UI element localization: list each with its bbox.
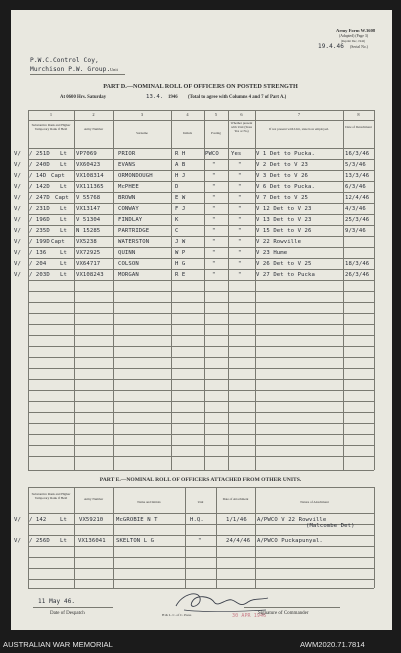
row-posting: " xyxy=(212,228,216,234)
unit-label: Unit xyxy=(110,67,118,72)
col-num-4: 4 xyxy=(186,112,189,117)
row-initials: J W xyxy=(175,239,186,245)
row-employment: V 6 Det to Pucka. xyxy=(256,184,315,190)
row-tick: V/ xyxy=(14,217,21,223)
row-date: 1/1/46 xyxy=(226,517,247,523)
e-col-header-rank: Substantive Rank and Higher Temporary Rank if Held xyxy=(31,492,71,500)
row-name: SKELTON L G xyxy=(116,538,155,544)
row-army-number: V 55768 xyxy=(76,195,101,201)
row-employment: V 15 Det to V 26 xyxy=(256,228,312,234)
row-army-number: VX108314 xyxy=(76,173,104,179)
row-employment: V 1 Det to Pucka. xyxy=(256,151,315,157)
row-initials: A B xyxy=(175,162,186,168)
form-reprint: (Reprint Dec, 1942) xyxy=(341,39,366,43)
row-employment: V 7 Det to V 25 xyxy=(256,195,309,201)
row-rank-title: Capt xyxy=(51,173,65,179)
col-num-6: 6 xyxy=(240,112,243,117)
col-header-army-number: Army Number xyxy=(83,127,104,131)
col-header-initials: Initials xyxy=(182,131,193,135)
row-army-number: V 51304 xyxy=(76,217,101,223)
e-col-header-nature: Nature of Attachment xyxy=(300,500,329,504)
signature-label: Signature of Commander xyxy=(258,611,309,616)
row-present: " xyxy=(238,217,242,223)
row-date: 16/3/46 xyxy=(345,151,370,157)
row-posting: " xyxy=(212,195,216,201)
row-present: " xyxy=(238,206,242,212)
row-initials: R H xyxy=(175,151,186,157)
row-date: 24/4/46 xyxy=(226,538,251,544)
row-initials: H G xyxy=(175,261,186,267)
row-surname: PRIOR xyxy=(118,151,136,157)
col-num-1: 1 xyxy=(49,112,53,117)
row-rank-title: Lt xyxy=(60,517,67,523)
row-tick: V/ xyxy=(14,162,21,168)
row-army-number: VX72925 xyxy=(76,250,101,256)
row-present: " xyxy=(238,184,242,190)
row-rank-title: Lt xyxy=(60,538,67,544)
row-rank-title: Lt xyxy=(60,228,67,234)
row-army-number: VX111365 xyxy=(76,184,104,190)
row-surname: QUINN xyxy=(118,250,136,256)
row-rank: / 240D xyxy=(29,162,50,168)
e-col-header-unit: Unit xyxy=(197,500,204,504)
row-tick: V/ xyxy=(14,239,21,245)
printer-imprint: H & L. C. of C. Press xyxy=(162,613,192,617)
row-employment: V 3 Det to V 26 xyxy=(256,173,309,179)
row-present: " xyxy=(238,162,242,168)
row-present: " xyxy=(238,261,242,267)
row-present: " xyxy=(238,228,242,234)
col-num-8: 8 xyxy=(357,112,360,117)
row-nature-note: (Malcombe Det) xyxy=(306,523,355,529)
row-present: Yes xyxy=(231,151,242,157)
row-rank-title: Lt xyxy=(60,272,67,278)
row-rank: / 136 xyxy=(29,250,47,256)
row-rank: / 142D xyxy=(29,184,50,190)
col-num-7: 7 xyxy=(297,112,301,117)
despatch-date: 11 May 46. xyxy=(38,598,76,605)
row-army-number: N 15285 xyxy=(76,228,101,234)
row-posting: " xyxy=(212,261,216,267)
row-rank: / 251D xyxy=(29,151,50,157)
part-d-title: PART D.—NOMINAL ROLL OF OFFICERS ON POSTED STRENGTH xyxy=(103,83,298,90)
row-date: 5/3/46 xyxy=(345,162,366,168)
row-rank-title: Lt xyxy=(60,162,67,168)
col-num-2: 2 xyxy=(92,112,95,117)
row-army-number: VX5238 xyxy=(76,239,97,245)
row-initials: K xyxy=(175,217,179,223)
unit-line-2: Murchison P.W. Group. xyxy=(30,66,111,73)
form-id: Army Form W.3608 xyxy=(336,28,376,33)
row-rank: / 235D xyxy=(29,228,50,234)
row-date: 4/3/46 xyxy=(345,206,366,212)
row-employment: V 23 Hume xyxy=(256,250,288,256)
row-rank-title: Lt xyxy=(60,261,67,267)
row-posting: PWCO xyxy=(205,151,219,157)
row-date: 12/4/46 xyxy=(345,195,370,201)
row-tick: V/ xyxy=(14,517,21,523)
caption-source: AUSTRALIAN WAR MEMORIAL xyxy=(3,640,113,649)
row-rank-title: Capt xyxy=(55,195,69,201)
part-e-title: PART E.—NOMINAL ROLL OF OFFICERS ATTACHED FROM OTHER UNITS. xyxy=(99,477,302,483)
document-page xyxy=(11,10,392,630)
col-header-surname: Surname xyxy=(136,131,148,135)
col-header-posting: Posting xyxy=(211,131,221,135)
row-surname: WATERSTON xyxy=(118,239,150,245)
row-rank: / 199D xyxy=(29,239,50,245)
col-num-5: 5 xyxy=(214,112,218,117)
row-surname: EVANS xyxy=(118,162,136,168)
row-tick: V/ xyxy=(14,228,21,234)
row-tick: V/ xyxy=(14,250,21,256)
row-unit: H.Q. xyxy=(190,517,204,523)
serial-label: (Serial No.) xyxy=(350,45,368,49)
row-initials: F J xyxy=(175,206,186,212)
row-date: 25/3/46 xyxy=(345,217,370,223)
row-posting: " xyxy=(212,239,216,245)
row-present: " xyxy=(238,195,242,201)
row-employment: V 26 Det to V 25 xyxy=(256,261,312,267)
row-army-number: VP7069 xyxy=(76,151,97,157)
row-rank: / 204 xyxy=(29,261,47,267)
row-rank: / 231D xyxy=(29,206,50,212)
caption-accession-number: AWM2020.71.7814 xyxy=(300,640,365,649)
row-employment: V 22 Rowville xyxy=(256,239,302,245)
row-posting: " xyxy=(212,206,216,212)
row-posting: " xyxy=(212,272,216,278)
row-posting: " xyxy=(212,162,216,168)
row-rank: / 142 xyxy=(29,517,47,523)
col-num-3: 3 xyxy=(140,112,144,117)
row-rank-title: Lt xyxy=(60,250,67,256)
col-header-rank: Substantive Rank and Higher Temporary Rank if Held xyxy=(31,123,71,131)
row-posting: " xyxy=(212,250,216,256)
row-tick: V/ xyxy=(14,195,21,201)
row-rank-title: Lt xyxy=(60,151,67,157)
row-tick: V/ xyxy=(14,151,21,157)
row-initials: R E xyxy=(175,272,186,278)
row-present: " xyxy=(238,250,242,256)
e-col-header-name: Name and Initials xyxy=(137,500,161,504)
form-adapted: (Adapted) (Page 3) xyxy=(339,34,369,38)
row-army-number: VX13147 xyxy=(76,206,101,212)
row-army-number: VX108243 xyxy=(76,272,104,278)
row-tick: V/ xyxy=(14,206,21,212)
row-present: " xyxy=(238,239,242,245)
row-posting: " xyxy=(212,173,216,179)
row-surname: MORGAN xyxy=(118,272,139,278)
row-rank-title: Lt xyxy=(60,206,67,212)
row-tick: V/ xyxy=(14,272,21,278)
row-army-number: VX59210 xyxy=(79,517,104,523)
e-col-header-army-number: Army Number xyxy=(83,497,104,501)
caption-bar xyxy=(0,634,401,653)
part-d-at-note: (Total to agree with Columns 4 and 7 of Part A.) xyxy=(188,95,287,100)
row-tick: V/ xyxy=(14,261,21,267)
row-surname: COLSON xyxy=(118,261,139,267)
part-d-at-time: At 0600 Hrs. Saturday xyxy=(60,95,107,100)
row-rank: / 247D xyxy=(29,195,50,201)
row-rank: / 203D xyxy=(29,272,50,278)
row-employment: V 2 Det to V 23 xyxy=(256,162,309,168)
row-army-number: VX64717 xyxy=(76,261,101,267)
row-posting: " xyxy=(212,184,216,190)
row-present: " xyxy=(238,272,242,278)
row-army-number: VX136041 xyxy=(78,538,106,544)
e-col-header-date: Date of Attachment xyxy=(222,497,249,501)
row-rank-title: Lt xyxy=(60,184,67,190)
row-present: " xyxy=(238,173,242,179)
row-nature: A/PWCO V 22 Rowville xyxy=(257,517,327,523)
row-surname: McPHEE xyxy=(118,184,139,190)
row-surname: BROWN xyxy=(118,195,136,201)
row-initials: D xyxy=(175,184,179,190)
row-surname: CONWAY xyxy=(118,206,139,212)
part-d-at-year: 1946 xyxy=(168,95,178,100)
row-employment: V 13 Det to V 23 xyxy=(256,217,312,223)
row-date: 13/3/46 xyxy=(345,173,370,179)
row-employment: V 12 Det to V 23 xyxy=(256,206,312,212)
col-header-detachment: Date of Detachment xyxy=(345,125,372,129)
row-date: 18/3/46 xyxy=(345,261,370,267)
row-initials: H J xyxy=(175,173,186,179)
row-nature: A/PWCO Puckapunyal. xyxy=(257,538,323,544)
part-d-at-date: 13.4. xyxy=(146,94,164,100)
received-stamp: 30 APR 1946 xyxy=(232,613,267,619)
row-rank-title: Capt xyxy=(51,239,65,245)
row-rank: / 14D xyxy=(29,173,47,179)
row-posting: " xyxy=(212,217,216,223)
row-rank: / 196D xyxy=(29,217,50,223)
row-initials: C xyxy=(175,228,179,234)
row-surname: PARTRIDGE xyxy=(118,228,150,234)
row-tick: V/ xyxy=(14,184,21,190)
unit-line-1: P.W.C.Control Coy, xyxy=(30,57,99,64)
row-date: 26/3/46 xyxy=(345,272,370,278)
row-tick: V/ xyxy=(14,173,21,179)
form-date-stamp: 19.4.46 xyxy=(318,43,344,50)
row-initials: E W xyxy=(175,195,186,201)
row-rank-title: Lt xyxy=(60,217,67,223)
row-date: 6/3/46 xyxy=(345,184,366,190)
row-date: 9/3/46 xyxy=(345,228,366,234)
col-header-present: Whether present with Unit (State Yes or No) xyxy=(230,121,253,133)
row-employment: V 27 Det to Pucka xyxy=(256,272,315,278)
row-name: McGROBIE N T xyxy=(116,517,158,523)
row-surname: FINDLAY xyxy=(118,217,143,223)
row-unit: " xyxy=(198,538,202,544)
despatch-label: Date of Despatch xyxy=(50,611,85,616)
row-surname: ORMONDOUGH xyxy=(118,173,153,179)
row-rank: / 256D xyxy=(29,538,50,544)
row-tick: V/ xyxy=(14,538,21,544)
col-header-employed: If not present with Unit, state how employed. xyxy=(269,127,329,131)
row-army-number: VX60423 xyxy=(76,162,101,168)
row-initials: W P xyxy=(175,250,186,256)
